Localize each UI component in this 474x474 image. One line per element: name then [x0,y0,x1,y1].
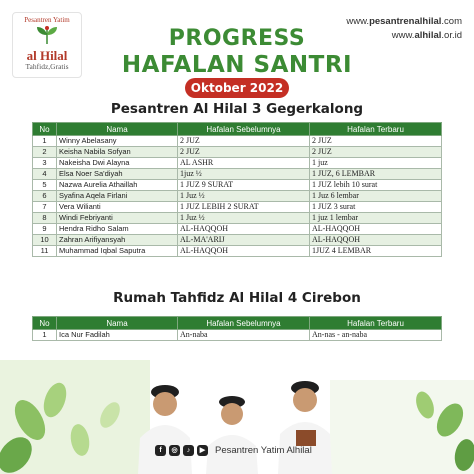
page-title-line2: HAFALAN SANTRI [121,52,353,78]
cell-hafalan-terbaru: 2 JUZ [310,147,442,158]
leaf-decoration-right [330,380,474,474]
section-title-cirebon: Rumah Tahfidz Al Hilal 4 Cirebon [113,290,361,306]
cell-hafalan-sebelumnya: AL-HAQQOH [178,246,310,257]
column-header-no: No [33,317,57,330]
cell-hafalan-sebelumnya: AL ASHR [178,158,310,169]
section-title-gegerkalong: Pesantren Al Hilal 3 Gegerkalong [110,101,364,117]
cell-nama: Nakeisha Dwi Alayna [57,158,178,169]
url-suffix: .com [441,16,462,27]
cell-hafalan-sebelumnya: AL-MA'ARIJ [178,235,310,246]
table-row [33,330,442,341]
column-header-terbaru: Hafalan Terbaru [310,123,442,136]
table-row [33,213,442,224]
column-header-terbaru: Hafalan Terbaru [310,317,442,330]
cell-no: 3 [33,158,57,169]
month-badge: Oktober 2022 [185,78,289,98]
tiktok-icon[interactable]: ♪ [183,445,194,456]
cell-hafalan-sebelumnya: AL-HAQQOH [178,224,310,235]
url-prefix: www. [391,30,415,41]
cell-hafalan-terbaru: AL-HAQQOH [310,235,442,246]
cell-nama: Keisha Nabila Sofyan [57,147,178,158]
cell-hafalan-terbaru: 2 JUZ [310,136,442,147]
table-row [33,202,442,213]
cell-hafalan-sebelumnya: 1juz ½ [178,169,310,180]
cell-hafalan-sebelumnya: 1 JUZ 9 SURAT [178,180,310,191]
url-bold: alhilal [414,30,442,41]
table-row [33,169,442,180]
youtube-icon[interactable]: ▶ [197,445,208,456]
cell-hafalan-terbaru: AL-HAQQOH [310,224,442,235]
footer-account-name: Pesantren Yatim Alhilal [215,444,312,456]
cell-nama: Winny Abelasany [57,136,178,147]
cell-hafalan-sebelumnya: 1 JUZ LEBIH 2 SURAT [178,202,310,213]
cell-no: 5 [33,180,57,191]
cell-hafalan-terbaru: 1 juz [310,158,442,169]
table-row [33,246,442,257]
cell-hafalan-terbaru: 1 JUZ 3 surat [310,202,442,213]
cell-no: 1 [33,136,57,147]
cell-nama: Windi Febriyanti [57,213,178,224]
progress-table-gegerkalong [32,122,442,257]
cell-nama: Nazwa Aurelia Athaillah [57,180,178,191]
cell-nama: Hendra Ridho Salam [57,224,178,235]
cell-no: 6 [33,191,57,202]
url-bold: pesantrenalhilal [369,16,442,27]
cell-hafalan-terbaru: 1 JUZ, 6 LEMBAR [310,169,442,180]
table-row [33,191,442,202]
cell-no: 8 [33,213,57,224]
logo-tagline: Tahfidz,Gratis [25,62,69,71]
cell-no: 11 [33,246,57,257]
cell-hafalan-sebelumnya: 2 JUZ [178,136,310,147]
cell-nama: Syafina Aqela Firlani [57,191,178,202]
cell-nama: Ica Nur Fadilah [57,330,178,341]
table-row [33,235,442,246]
cell-hafalan-terbaru: 1 JUZ lebih 10 surat [310,180,442,191]
cell-nama: Zahran Arifiyansyah [57,235,178,246]
table-row [33,147,442,158]
column-header-nama: Nama [57,317,178,330]
cell-nama: Vera Wilianti [57,202,178,213]
column-header-no: No [33,123,57,136]
cell-hafalan-terbaru: 1 juz 1 lembar [310,213,442,224]
cell-hafalan-terbaru: 1 Juz 6 lembar [310,191,442,202]
table-row [33,180,442,191]
footer-social [155,442,455,458]
cell-hafalan-terbaru: 1JUZ 4 LEMBAR [310,246,442,257]
cell-hafalan-sebelumnya: 1 Juz ½ [178,213,310,224]
cell-no: 1 [33,330,57,341]
cell-no: 7 [33,202,57,213]
table-row [33,158,442,169]
cell-no: 10 [33,235,57,246]
progress-table-cirebon [32,316,442,341]
table-row [33,224,442,235]
table-row [33,136,442,147]
url-prefix: www. [346,16,370,27]
cell-no: 2 [33,147,57,158]
students-illustration [120,378,340,474]
page-title-line1: PROGRESS [168,26,306,51]
logo-name: al Hilal [26,48,68,63]
instagram-icon[interactable]: ◎ [169,445,180,456]
cell-hafalan-sebelumnya: 2 JUZ [178,147,310,158]
cell-no: 9 [33,224,57,235]
table-header-row [33,317,442,330]
cell-nama: Elsa Noer Sa'diyah [57,169,178,180]
column-header-nama: Nama [57,123,178,136]
facebook-icon[interactable]: f [155,445,166,456]
column-header-sebelumnya: Hafalan Sebelumnya [178,123,310,136]
cell-no: 4 [33,169,57,180]
cell-hafalan-terbaru: An-nas - an-naba [310,330,442,341]
table-header-row [33,123,442,136]
url-suffix: .or.id [441,30,462,41]
cell-hafalan-sebelumnya: 1 Juz ½ [178,191,310,202]
column-header-sebelumnya: Hafalan Sebelumnya [178,317,310,330]
cell-nama: Muhammad Iqbal Saputra [57,246,178,257]
cell-hafalan-sebelumnya: An-naba [178,330,310,341]
logo-top-text: Pesantren Yatim [24,16,70,24]
